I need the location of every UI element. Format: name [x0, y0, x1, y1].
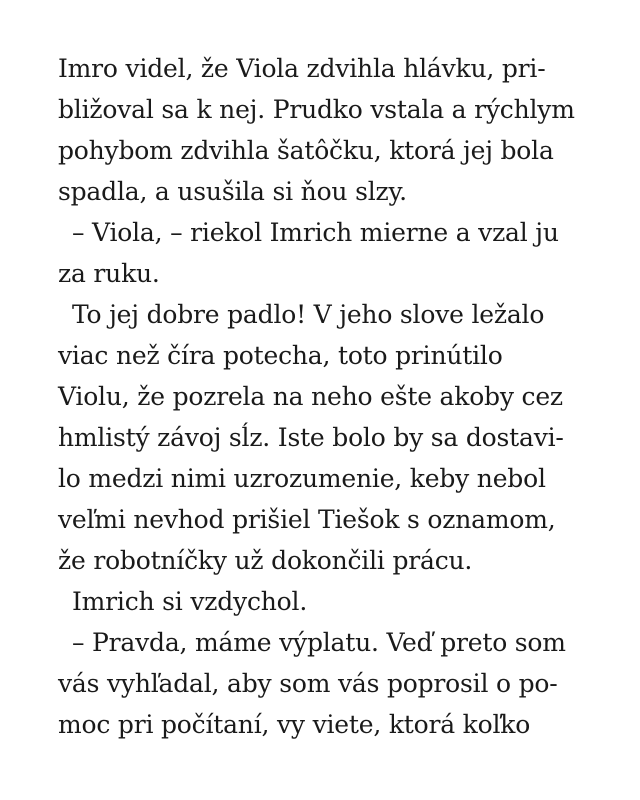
text-line-13: že robotníčky už dokončili prácu.: [58, 546, 473, 575]
text-line-8: viac než číra potecha, toto prinútilo: [58, 341, 503, 370]
text-line-12: veľmi nevhod prišiel Tiešok s oznamom,: [58, 505, 556, 534]
text-line-17: moc pri počítaní, vy viete, ktorá koľko: [58, 710, 531, 739]
text-line-1: Imro videl, že Viola zdvihla hlávku, pri-: [58, 54, 546, 83]
text-line-15: – Pravda, máme výplatu. Veď preto som: [72, 628, 566, 657]
text-line-11: lo medzi nimi uzrozumenie, keby nebol: [58, 464, 546, 493]
text-line-6: za ruku.: [58, 259, 160, 288]
text-line-9: Violu, že pozrela na neho ešte akoby cez: [58, 382, 563, 411]
text-line-2: bližoval sa k nej. Prudko vstala a rýchlym: [58, 95, 575, 124]
text-line-16: vás vyhľadal, aby som vás poprosil o po-: [58, 669, 558, 698]
text-line-14: Imrich si vzdychol.: [72, 587, 308, 616]
text-line-7: To jej dobre padlo! V jeho slove ležalo: [72, 300, 545, 329]
text-line-10: hmlistý závoj sĺz. Iste bolo by sa dostavi-: [58, 423, 564, 452]
text-line-5: – Viola, – riekol Imrich mierne a vzal ju: [72, 218, 559, 247]
text-line-3: pohybom zdvihla šatôčku, ktorá jej bola: [58, 136, 554, 165]
text-line-4: spadla, a usušila si ňou slzy.: [58, 177, 407, 206]
